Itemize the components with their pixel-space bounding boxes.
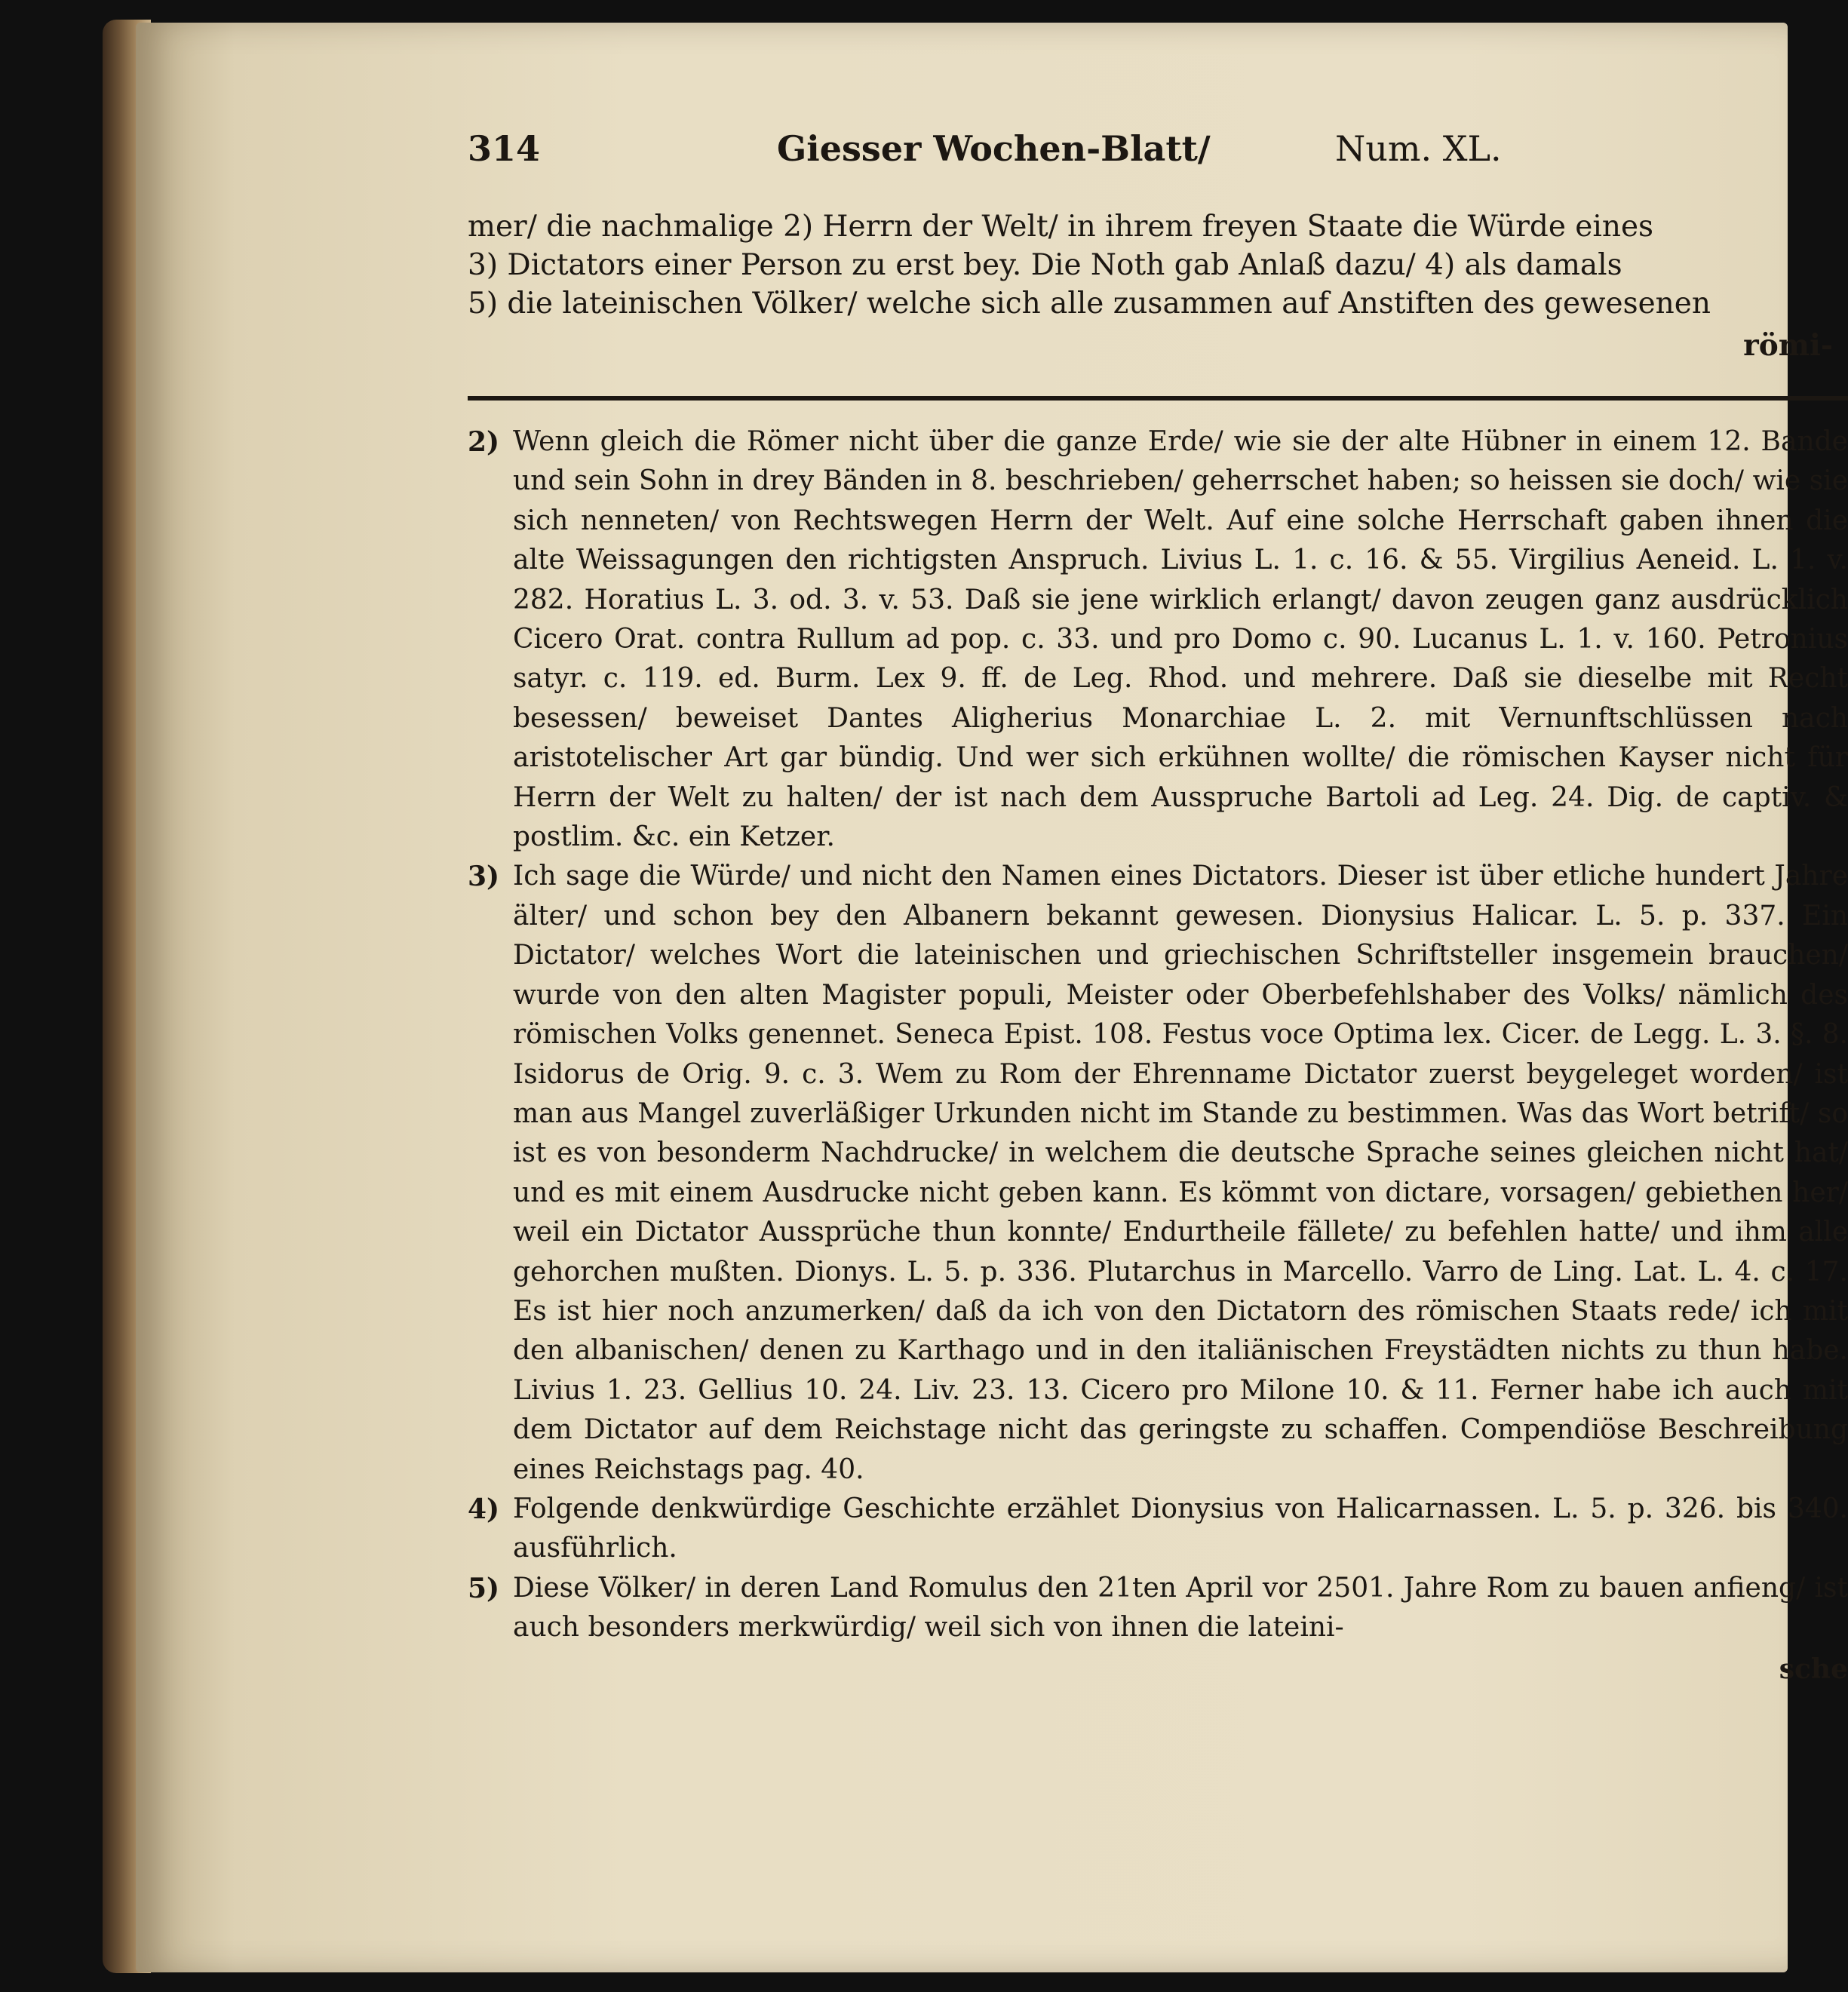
body-line: 3) Dictators einer Person zu erst bey. Die Noth gab Anlaß dazu/ 4) als damals [468, 248, 1622, 282]
page-number: 314 [468, 128, 541, 169]
footnote [468, 422, 1848, 857]
issue-number: Num. XL. [1335, 128, 1502, 169]
footnote-text: Folgende denkwürdige Geschichte erzählet Dionysius von Halicarnassen. L. 5. p. 326. bis 340. ausführlich. [513, 1493, 1848, 1564]
body-line: mer/ die nachmalige 2) Herrn der Welt/ in ihrem freyen Staate die Würde eines [468, 210, 1654, 244]
footnote-marker: 4) [468, 1493, 500, 1525]
footnote-catchword: sche [1779, 1653, 1848, 1685]
footnote-text: Diese Völker/ in deren Land Romulus den 21ten April vor 2501. Jahre Rom zu bauen anfieng/ ist auch besonders merkwürdig/ weil sich von ihnen die lateini- [513, 1572, 1848, 1644]
book-page [136, 23, 1848, 1972]
footnote-text: Wenn gleich die Römer nicht über die ganze Erde/ wie sie der alte Hübner in einem 12. Bande und sein Sohn in drey Bänden in 8. beschrieben/ geherrschet haben; so heissen sie doch/ wie sie sich nenneten/ von Rechtswegen Herrn der Welt. Auf eine solche Herrschaft gaben ihnen die alte Weissagungen den richtigsten Anspruch. Livius L. 1. c. 16. & 55. Virgilius Aeneid. L. 1. v. 282. Horatius L. 3. od. 3. v. 53. Daß sie jene wirklich erlangt/ davon zeugen ganz ausdrücklich Cicero Orat. contra Rullum ad pop. c. 33. und pro Domo c. 90. Lucanus L. 1. v. 160. Petronius satyr. c. 119. ed. Burm. Lex 9. ff. de Leg. Rhod. und mehrere. Daß sie dieselbe mit Recht besessen/ beweiset Dantes Aligherius Monarchiae L. 2. mit Vernunftschlüssen nach aristotelischer Art gar bündig. Und wer sich erkühnen wollte/ die römischen Kayser nicht für Herrn der Welt zu halten/ der ist nach dem Ausspruche Bartoli ad Leg. 24. Dig. de captiv. & postlim. &c. ein Ketzer. [513, 426, 1848, 853]
footnote [468, 1569, 1848, 1648]
footnote-text: Ich sage die Würde/ und nicht den Namen eines Dictators. Dieser ist über etliche hundert Jahre älter/ und schon bey den Albanern bekannt gewesen. Dionysius Halicar. L. 5. p. 337. Ein Dictator/ welches Wort die lateinischen und griechischen Schriftsteller insgemein brauchen/ wurde von den alten Magister populi, Meister oder Oberbefehlshaber des Volks/ nämlich des römischen Volks genennet. Seneca Epist. 108. Festus voce Optima lex. Cicer. de Legg. L. 3. §. 8. Isidorus de Orig. 9. c. 3. Wem zu Rom der Ehrenname Dictator zuerst beygeleget worden/ ist man aus Mangel zuverläßiger Urkunden nicht im Stande zu bestimmen. Was das Wort betrift/ so ist es von besonderm Nachdrucke/ in welchem die deutsche Sprache seines gleichen nicht hat/ und es mit einem Ausdrucke nicht geben kann. Es kömmt von dictare, vorsagen/ gebiethen her/ weil ein Dictator Aussprüche thun konnte/ Endurtheile fällete/ zu befehlen hatte/ und ihm alle gehorchen mußten. Dionys. L. 5. p. 336. Plutarchus in Marcello. Varro de Ling. Lat. L. 4. c. 17. Es ist hier noch anzumerken/ daß da ich von den Dictatorn des römischen Staats rede/ ich mit den albanischen/ denen zu Karthago und in den italiänischen Freystädten nichts zu thun habe. Livius 1. 23. Gellius 10. 24. Liv. 23. 13. Cicero pro Milone 10. & 11. Ferner habe ich auch mit dem Dictator auf dem Reichstage nicht das geringste zu schaffen. Compendiöse Beschreibung eines Reichstags pag. 40. [513, 861, 1848, 1485]
body-line: 5) die lateinischen Völker/ welche sich alle zusammen auf Anstiften des gewesenen [468, 287, 1711, 321]
footnote-marker: 3) [468, 861, 500, 893]
running-header [468, 128, 1848, 181]
main-text [468, 207, 1848, 323]
footnote-marker: 5) [468, 1572, 500, 1604]
footnote [468, 857, 1848, 1490]
periodical-title: Giesser Wochen-Blatt/ [777, 128, 1211, 169]
footnote [468, 1490, 1848, 1569]
footnote-divider [468, 396, 1848, 401]
catchword: römi- [1743, 328, 1833, 363]
footnote-marker: 2) [468, 426, 500, 458]
footnotes [468, 422, 1848, 1689]
